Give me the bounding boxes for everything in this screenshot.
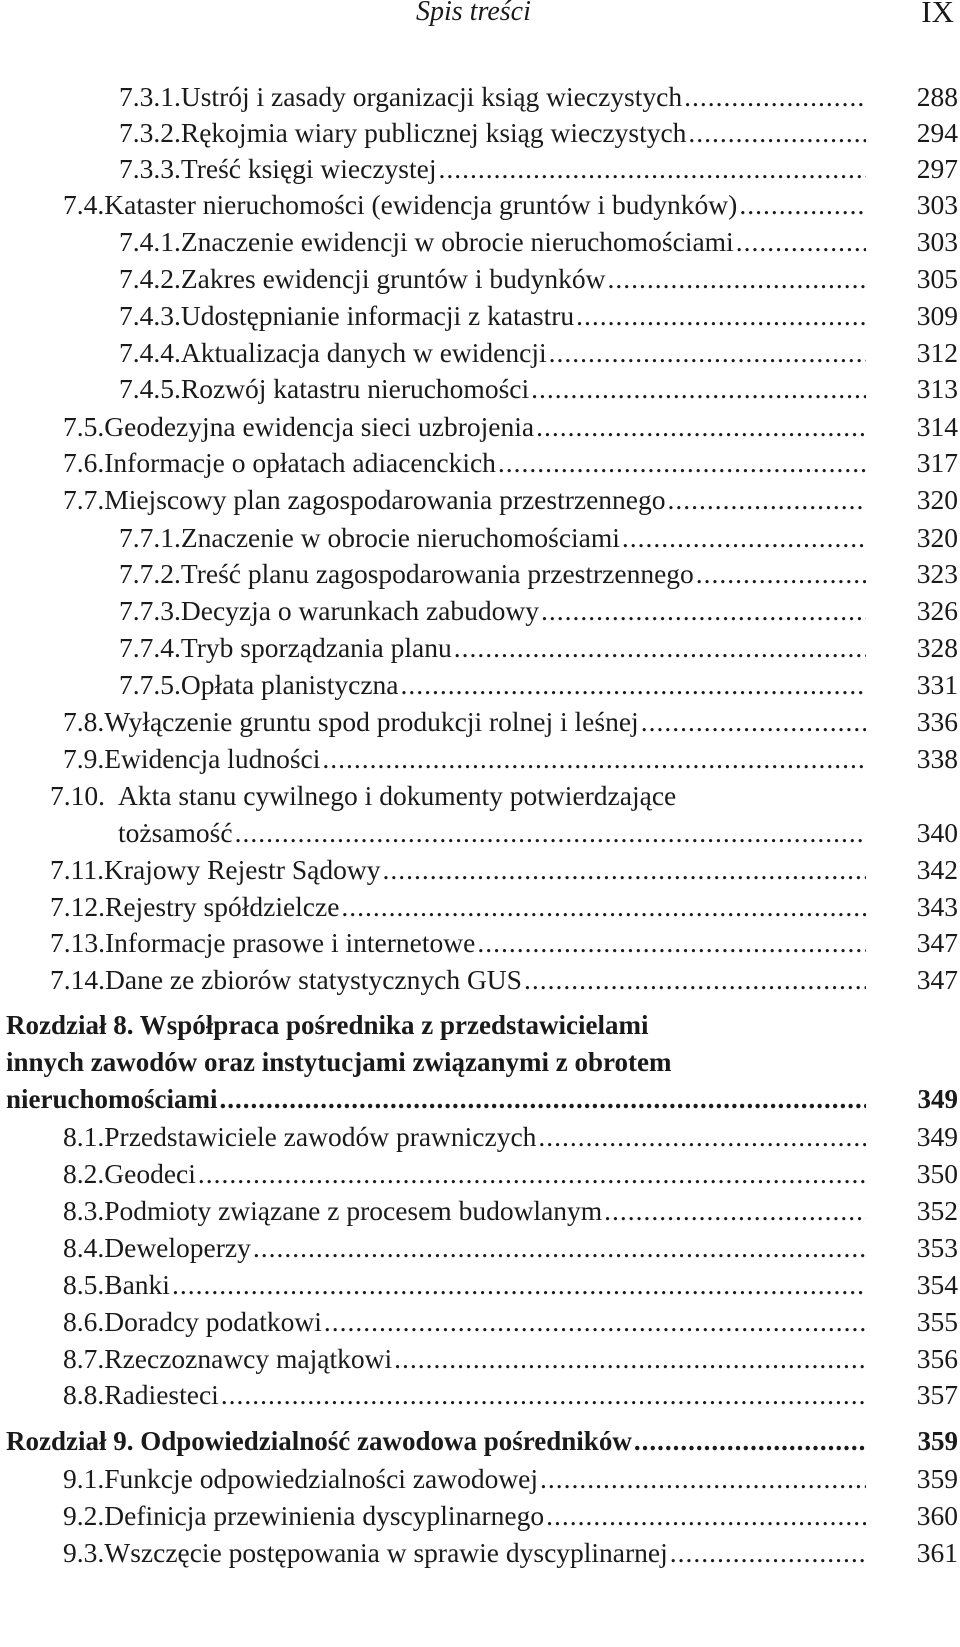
toc-entry-title: Dane ze zbiorów statystycznych GUS [105, 964, 522, 995]
toc-entry-page: 360 [916, 1500, 958, 1531]
toc-entry-title: Doradcy podatkowi [104, 1306, 322, 1337]
header-title: Spis treści [416, 0, 531, 27]
toc-entry-page: 314 [916, 411, 958, 442]
toc-entry-number: 8.2. [63, 1158, 105, 1189]
dot-leader [549, 334, 866, 372]
toc-entry-number: 8.8. [63, 1379, 105, 1410]
toc-entry [0, 519, 960, 557]
toc-entry-title: Treść księgi wieczystej [180, 153, 437, 184]
toc-entry [0, 260, 960, 298]
toc-entry [0, 114, 960, 152]
toc-entry-page: 361 [916, 1537, 958, 1568]
toc-entry-page: 303 [916, 226, 958, 257]
dot-leader [668, 481, 866, 519]
toc-entry [0, 370, 960, 408]
toc-entry-number: 8.1. [63, 1121, 105, 1152]
toc-entry-title: Decyzja o warunkach zabudowy [180, 595, 539, 626]
toc-entry-page: 323 [916, 558, 958, 589]
toc-entry-page: 352 [916, 1195, 958, 1226]
toc-entry-page: 357 [916, 1379, 958, 1410]
toc-entry-page: 336 [916, 706, 958, 737]
toc-entry-title: innych zawodów oraz instytucjami związanymi z obrotem [6, 1047, 672, 1077]
toc-entry [0, 186, 960, 224]
toc-entry [0, 1376, 960, 1414]
toc-entry-number: 7.10. [50, 780, 105, 811]
toc-entry-number: 9.3. [63, 1537, 105, 1568]
toc-entry-number: 7.7.2. [119, 558, 181, 589]
toc-entry-title: Opłata planistyczna [180, 669, 399, 700]
dot-leader [608, 260, 866, 298]
toc-entry [0, 444, 960, 482]
toc-entry-page: 347 [916, 927, 958, 958]
dot-leader [235, 814, 866, 852]
toc-entry-page: 359 [916, 1463, 958, 1494]
toc-entry-title: Tryb sporządzania planu [180, 632, 452, 663]
toc-entry-number: 8.3. [63, 1195, 105, 1226]
toc-entry-page: 328 [916, 632, 958, 663]
toc-entry-page: 347 [916, 964, 958, 995]
toc-entry-page: 305 [916, 263, 958, 294]
toc-entry [0, 1155, 960, 1193]
toc-entry-title: nieruchomościami [6, 1084, 218, 1114]
toc-entry-title: Ewidencja ludności [104, 743, 321, 774]
toc-entry-title: Geodezyjna ewidencja sieci uzbrojenia [104, 411, 535, 442]
dot-leader [324, 1303, 866, 1341]
toc-entry-number: 7.7. [63, 484, 105, 515]
dot-leader [641, 703, 866, 741]
toc-entry [0, 1460, 960, 1498]
toc-entry-number: 7.3.3. [119, 153, 181, 184]
toc-entry-title: Rzeczoznawcy majątkowi [104, 1343, 393, 1374]
toc-entry [0, 1340, 960, 1378]
dot-leader [634, 1422, 866, 1460]
toc-entry [0, 555, 960, 593]
toc-entry-title: Informacje o opłatach adiacenckich [104, 447, 496, 478]
toc-entry-page: 343 [916, 891, 958, 922]
toc-entry-title: Kataster nieruchomości (ewidencja gruntów i budynków) [104, 189, 738, 220]
toc-entry-title: Informacje prasowe i internetowe [105, 927, 476, 958]
dot-leader [696, 555, 866, 593]
toc-entry [0, 666, 960, 704]
toc-entry [0, 1497, 960, 1535]
toc-entry-title: Miejscowy plan zagospodarowania przestrzennego [104, 484, 666, 515]
toc-entry-title: Radiesteci [104, 1379, 219, 1410]
dot-leader [322, 740, 866, 778]
toc-entry-number: 7.4.2. [119, 263, 181, 294]
toc-entry-number: 8.4. [63, 1232, 105, 1263]
toc-entry-number: 7.8. [63, 706, 105, 737]
toc-entry-title: Aktualizacja danych w ewidencji [180, 337, 547, 368]
toc-entry-number: 7.11. [50, 854, 104, 885]
toc-entry-number: 7.7.5. [119, 669, 181, 700]
toc-entry-page: 317 [916, 447, 958, 478]
toc-entry-title: tożsamość [118, 817, 233, 848]
dot-leader [253, 1229, 866, 1267]
toc-entry-page: 320 [916, 484, 958, 515]
dot-leader [382, 851, 866, 889]
toc-entry-number: 7.3.1. [119, 81, 181, 112]
dot-leader [341, 888, 866, 926]
toc-entry-title: Krajowy Rejestr Sądowy [103, 854, 381, 885]
toc-entry-number: 7.4.3. [119, 300, 181, 331]
dot-leader [688, 114, 866, 152]
toc-entry [0, 1534, 960, 1572]
dot-leader [394, 1340, 866, 1378]
dot-leader [531, 370, 866, 408]
toc-entry-page: 312 [916, 337, 958, 368]
dot-leader [604, 1192, 866, 1230]
toc-entry-page: 349 [916, 1121, 958, 1152]
toc-entry-number: 7.14. [50, 964, 105, 995]
toc-entry [0, 334, 960, 372]
toc-entry-title: Wszczęcie postępowania w sprawie dyscyplinarnej [104, 1537, 668, 1568]
toc-entry [0, 150, 960, 188]
dot-leader [524, 961, 866, 999]
toc-entry-title: Przedstawiciele zawodów prawniczych [104, 1121, 537, 1152]
toc-entry-number: 7.13. [50, 927, 105, 958]
dot-leader [736, 223, 866, 261]
toc-entry-number: 7.12. [50, 891, 105, 922]
toc-entry [0, 78, 960, 116]
dot-leader [401, 666, 867, 704]
dot-leader [541, 592, 866, 630]
toc-entry [0, 629, 960, 667]
toc-entry [0, 1303, 960, 1341]
dot-leader [546, 1497, 866, 1535]
toc-entry [0, 851, 960, 889]
dot-leader [221, 1376, 866, 1414]
toc-entry [0, 777, 960, 815]
dot-leader [540, 1460, 866, 1498]
toc-entry-page: 350 [916, 1158, 958, 1189]
toc-entry-page: 354 [916, 1269, 958, 1300]
toc-entry-title: Definicja przewinienia dyscyplinarnego [104, 1500, 545, 1531]
toc-entry-page: 359 [917, 1426, 958, 1456]
toc-entry [0, 814, 960, 852]
toc-entry-number: 7.7.3. [119, 595, 181, 626]
toc-entry-page: 355 [916, 1306, 958, 1337]
toc-entry-page: 326 [916, 595, 958, 626]
toc-entry-page: 338 [916, 743, 958, 774]
toc-entry-number: 8.5. [63, 1269, 105, 1300]
toc-entry [0, 1043, 960, 1081]
toc-entry-number: 9.2. [63, 1500, 105, 1531]
dot-leader [538, 1118, 866, 1156]
toc-entry-page: 313 [916, 373, 958, 404]
header-page-number: IX [921, 0, 954, 29]
toc-entry-page: 340 [916, 817, 958, 848]
toc-entry-title: Wyłączenie gruntu spod produkcji rolnej i leśnej [104, 706, 639, 737]
toc-entry-number: 8.7. [63, 1343, 105, 1374]
dot-leader [438, 150, 866, 188]
toc-entry-number: 7.4.4. [119, 337, 181, 368]
dot-leader [739, 186, 866, 224]
toc-entry-page: 303 [916, 189, 958, 220]
toc-entry-number: 7.3.2. [119, 117, 181, 148]
toc-entry [0, 1118, 960, 1156]
toc-entry-title: Znaczenie w obrocie nieruchomościami [180, 522, 620, 553]
toc-entry [0, 888, 960, 926]
toc-entry-number: 7.7.1. [119, 522, 181, 553]
toc-entry-title: Rozdział 9. Odpowiedzialność zawodowa pośredników [6, 1426, 632, 1456]
toc-entry [0, 1192, 960, 1230]
toc-entry-title: Rozwój katastru nieruchomości [180, 373, 530, 404]
toc-entry-title: Funkcje odpowiedzialności zawodowej [104, 1463, 539, 1494]
toc-entry [0, 703, 960, 741]
dot-leader [622, 519, 866, 557]
dot-leader [576, 297, 866, 335]
toc-entry [0, 481, 960, 519]
toc-entry-page: 342 [916, 854, 958, 885]
toc-entry-title: Udostępnianie informacji z katastru [180, 300, 575, 331]
toc-entry-page: 356 [916, 1343, 958, 1374]
toc-entry [0, 924, 960, 962]
toc-entry-title: Ustrój i zasady organizacji ksiąg wieczystych [180, 81, 683, 112]
toc-entry [0, 223, 960, 261]
toc-entry-title: Rejestry spółdzielcze [105, 891, 340, 922]
toc-entry-number: 7.7.4. [119, 632, 181, 663]
toc-entry-number: 7.5. [63, 411, 105, 442]
toc-entry-number: 7.4.1. [119, 226, 181, 257]
toc-entry-page: 320 [916, 522, 958, 553]
toc-entry [0, 408, 960, 446]
toc-entry-title: Rękojmia wiary publicznej ksiąg wieczystych [180, 117, 687, 148]
toc-entry-number: 8.6. [63, 1306, 105, 1337]
toc-entry-page: 294 [916, 117, 958, 148]
dot-leader [219, 1080, 866, 1118]
toc-entry [0, 592, 960, 630]
toc-entry [0, 1422, 960, 1460]
dot-leader [684, 78, 866, 116]
toc-entry-title: Geodeci [104, 1158, 196, 1189]
dot-leader [172, 1266, 866, 1304]
toc-entry-page: 349 [917, 1084, 958, 1114]
toc-entry-title: Znaczenie ewidencji w obrocie nieruchomościami [180, 226, 734, 257]
toc-entry [0, 1266, 960, 1304]
toc-entry-page: 297 [916, 153, 958, 184]
toc-entry-title: Podmioty związane z procesem budowlanym [104, 1195, 603, 1226]
toc-entry-page: 309 [916, 300, 958, 331]
toc-entry [0, 297, 960, 335]
toc-entry [0, 740, 960, 778]
running-header [0, 0, 960, 40]
toc-entry-title: Deweloperzy [104, 1232, 251, 1263]
toc-entry-number: 9.1. [63, 1463, 105, 1494]
toc-entry [0, 1080, 960, 1118]
toc-entry [0, 1229, 960, 1267]
toc-entry-page: 288 [916, 81, 958, 112]
dot-leader [454, 629, 866, 667]
dot-leader [670, 1534, 866, 1572]
toc-entry-title: Akta stanu cywilnego i dokumenty potwierdzające [118, 780, 677, 811]
toc-entry-number: 7.4. [63, 189, 105, 220]
toc-entry-number: 7.4.5. [119, 373, 181, 404]
toc-entry [0, 1006, 960, 1044]
dot-leader [477, 924, 866, 962]
dot-leader [498, 444, 866, 482]
toc-entry-title: Treść planu zagospodarowania przestrzennego [180, 558, 694, 589]
toc-entry-number: 7.6. [63, 447, 105, 478]
toc-entry-page: 353 [916, 1232, 958, 1263]
dot-leader [536, 408, 866, 446]
toc-entry-title: Zakres ewidencji gruntów i budynków [180, 263, 606, 294]
toc-entry-title: Rozdział 8. Współpraca pośrednika z przedstawicielami [6, 1010, 649, 1040]
dot-leader [198, 1155, 866, 1193]
toc-entry [0, 961, 960, 999]
toc-entry-number: 7.9. [63, 743, 105, 774]
toc-entry-page: 331 [916, 669, 958, 700]
toc-entry-title: Banki [104, 1269, 170, 1300]
